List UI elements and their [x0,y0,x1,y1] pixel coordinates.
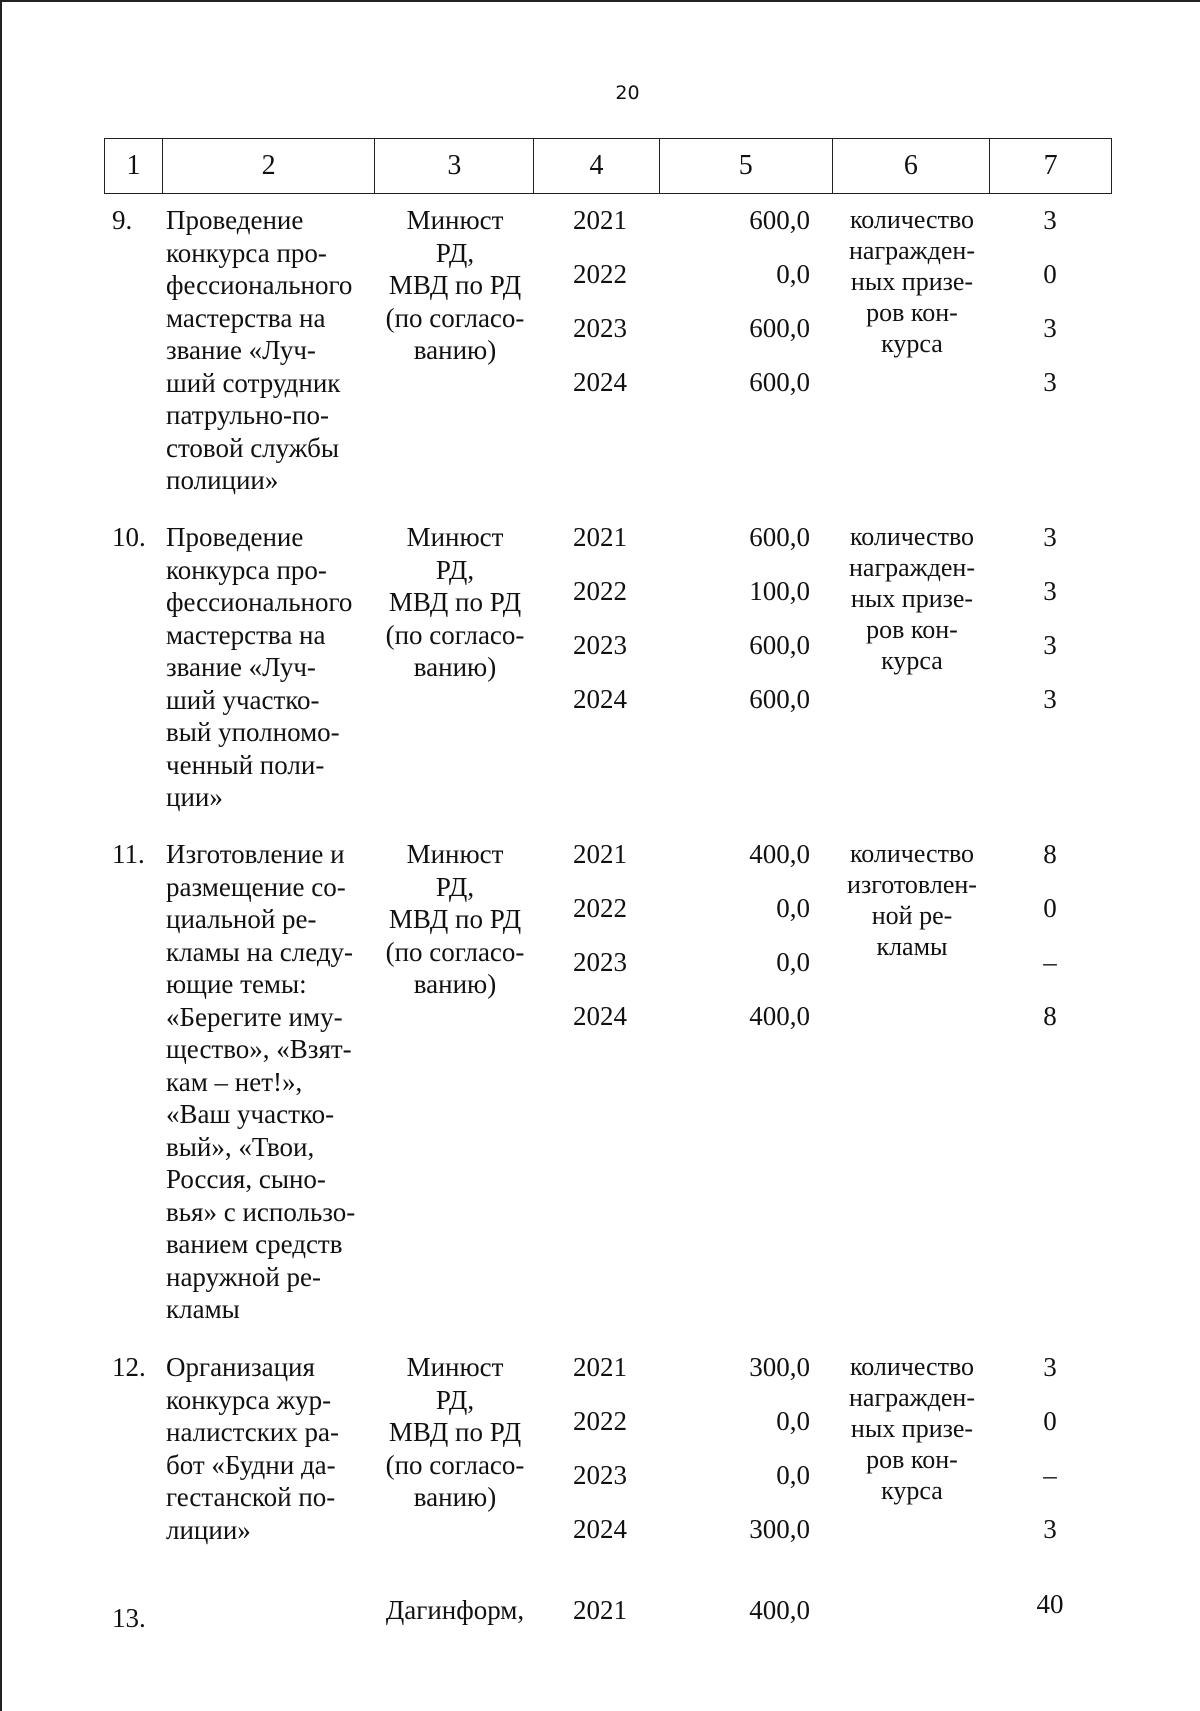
row-indicator: количество изготовлен- ной ре- кламы [847,839,977,961]
row-years [555,838,645,1054]
year-cell: 2022 [573,576,627,606]
row-values [1022,204,1078,420]
year-cell: 2021 [573,839,627,869]
year-cell: 2022 [573,259,627,289]
amount-cell: 600,0 [749,522,810,552]
value-cell: 3 [1043,1352,1057,1382]
value-cell: 3 [1043,367,1057,397]
row-values [1022,1588,1078,1642]
row-values [1022,1351,1078,1567]
header-col-6: 6 [833,139,991,193]
row-amounts [680,1351,810,1567]
year-cell: 2023 [573,947,627,977]
table-header [104,138,1112,194]
row-years [555,1351,645,1567]
row-description: Организация конкурса жур- налистских ра- бот «Будни да- гестанской по- лиции» [166,1352,339,1545]
row-executor: Дагинформ, [385,1595,525,1625]
value-cell: 0 [1043,893,1057,923]
amount-cell: 600,0 [749,313,810,343]
row-number: 10. [112,522,146,552]
year-cell: 2024 [573,684,627,714]
row-years [555,521,645,737]
page-number: 20 [615,82,640,104]
amount-cell: 100,0 [749,576,810,606]
year-cell: 2024 [573,1514,627,1544]
amount-cell: 0,0 [776,259,810,289]
amount-cell: 600,0 [749,630,810,660]
value-cell: 40 [1036,1589,1064,1619]
year-cell: 2024 [573,1001,627,1031]
header-col-5: 5 [660,139,833,193]
amount-cell: 0,0 [776,1460,810,1490]
row-description: Изготовление и размещение со- циальной ре- кламы на следу- ющие темы: «Берегите иму- щество», «Взят- кам – нет!», «Ваш участко- вый», «Твои, Россия, сыно- вья» с использо- ванием средств наружной ре- кламы [166,839,356,1324]
value-cell: 0 [1043,259,1057,289]
row-values [1022,521,1078,737]
year-cell: 2023 [573,630,627,660]
amount-cell: 400,0 [749,1001,810,1031]
amount-cell: 600,0 [749,684,810,714]
row-number: 11. [112,839,145,869]
year-cell: 2022 [573,1406,627,1436]
row-executor: Минюст РД, МВД по РД (по согласо- ванию) [385,522,525,682]
row-amounts [680,521,810,737]
year-cell: 2021 [573,205,627,235]
amount-cell: 400,0 [749,839,810,869]
value-cell: 3 [1043,313,1057,343]
value-cell: 0 [1043,1406,1057,1436]
row-description: Проведение конкурса про- фессионального мастерства на звание «Луч- ший участко- вый уполномо- ченный поли- ции» [166,522,353,812]
row-amounts [680,838,810,1054]
row-number: 12. [112,1352,146,1382]
row-amounts [680,204,810,420]
row-indicator: количество награжден- ных призе- ров кон- курса [849,205,975,358]
row-years [555,204,645,420]
row-number: 9. [112,205,133,235]
row-executor: Минюст РД, МВД по РД (по согласо- ванию) [385,205,525,365]
year-cell: 2022 [573,893,627,923]
value-cell: 3 [1043,630,1057,660]
row-number: 13. [112,1603,146,1633]
row-indicator: количество награжден- ных призе- ров кон- курса [849,522,975,675]
amount-cell: 300,0 [749,1352,810,1382]
year-cell: 2023 [573,1460,627,1490]
row-description: Проведение конкурса про- фессионального мастерства на звание «Луч- ший сотрудник патрульно-по- стовой службы полиции» [166,205,353,495]
year-cell: 2021 [573,1595,627,1625]
value-cell: 8 [1043,1001,1057,1031]
row-executor: Минюст РД, МВД по РД (по согласо- ванию) [385,839,525,999]
header-col-1: 1 [105,139,163,193]
amount-cell: 0,0 [776,1406,810,1436]
header-col-3: 3 [375,139,534,193]
value-cell: – [1043,947,1057,977]
amount-cell: 300,0 [749,1514,810,1544]
header-col-7: 7 [1043,150,1058,181]
amount-cell: 600,0 [749,205,810,235]
row-executor: Минюст РД, МВД по РД (по согласо- ванию) [385,1352,525,1512]
value-cell: 3 [1043,522,1057,552]
value-cell: 3 [1043,576,1057,606]
row-amounts [680,1594,810,1648]
year-cell: 2021 [573,1352,627,1382]
value-cell: 8 [1043,839,1057,869]
amount-cell: 400,0 [749,1595,810,1625]
row-indicator: количество награжден- ных призе- ров кон- курса [849,1352,975,1505]
value-cell: – [1043,1460,1057,1490]
year-cell: 2024 [573,367,627,397]
value-cell: 3 [1043,684,1057,714]
value-cell: 3 [1043,205,1057,235]
amount-cell: 0,0 [776,947,810,977]
row-values [1022,838,1078,1054]
amount-cell: 600,0 [749,367,810,397]
header-col-2: 2 [163,139,376,193]
year-cell: 2021 [573,522,627,552]
header-col-4: 4 [534,139,660,193]
row-years [555,1594,645,1648]
value-cell: 3 [1043,1514,1057,1544]
year-cell: 2023 [573,313,627,343]
amount-cell: 0,0 [776,893,810,923]
